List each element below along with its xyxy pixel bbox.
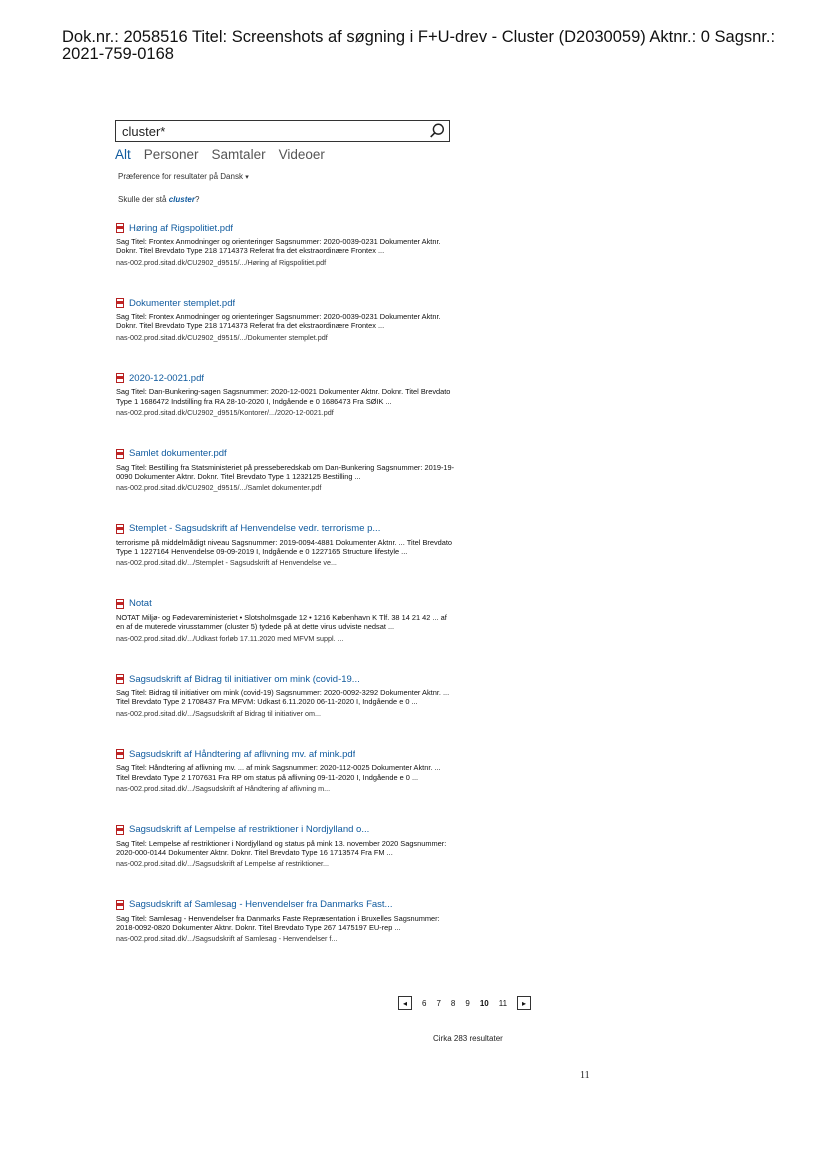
page-link-6[interactable]: 6 bbox=[422, 998, 427, 1008]
result-path: nas-002.prod.sitad.dk/CU2902_d9515/.../Høring af Rigspolitiet.pdf bbox=[116, 257, 327, 267]
page-link-11[interactable]: 11 bbox=[498, 998, 508, 1008]
page-link-8[interactable]: 8 bbox=[450, 998, 456, 1008]
document-header: Dok.nr.: 2058516 Titel: Screenshots af søgning i F+U-drev - Cluster (D2030059) Aktnr.: 0 Sagsnr.: 2021-759-0168 bbox=[62, 28, 776, 63]
result-title-link[interactable]: Høring af Rigspolitiet.pdf bbox=[129, 222, 234, 234]
pdf-file-icon bbox=[116, 749, 124, 759]
result-snippet: NOTAT Miljø- og Fødevareministeriet • Slotsholmsgade 12 • 1216 København K Tlf. 38 14 21 42 ... af en af de muterede virusstammer (cluster 5) tydede på at dette virus udviste nedsat ... bbox=[116, 612, 447, 632]
result-snippet: Sag Titel: Samlesag - Henvendelser fra Danmarks Faste Repræsentation i Bruxelles Sagsnummer: 2018-0092-0820 Dokumenter Aktnr. Doknr. Titel Brevdato Type 267 1475197 EU-rep ... bbox=[116, 913, 440, 932]
next-page-button[interactable]: ▸ bbox=[517, 996, 531, 1010]
result-snippet: Sag Titel: Frontex Anmodninger og orienteringer Sagsnummer: 2020-0039-0231 Dokumenter Aktnr. Doknr. Titel Brevdato Type 218 1714373 Referat fra det ekstraordinære Frontex ... bbox=[116, 237, 441, 256]
result-item bbox=[116, 222, 456, 297]
chevron-down-icon: ▾ bbox=[245, 174, 249, 181]
result-title-row bbox=[116, 372, 456, 384]
search-box[interactable] bbox=[115, 120, 450, 142]
tab-personer[interactable]: Personer bbox=[143, 147, 199, 162]
result-snippet: Sag Titel: Bidrag til initiativer om mink (covid-19) Sagsnummer: 2020-0092-3292 Dokumenter Aktnr. ... Titel Brevdato Type 2 1708437 Fra MFVM: Udkast 6.11.2020 06-11-2020 I, Indgående e 0 ... bbox=[116, 688, 450, 707]
pdf-file-icon bbox=[116, 599, 124, 609]
result-title-link[interactable]: Sagsudskrift af Samlesag - Henvendelser fra Danmarks Fast... bbox=[129, 899, 393, 911]
result-snippet: Sag Titel: Frontex Anmodninger og orienteringer Sagsnummer: 2020-0039-0231 Dokumenter Aktnr. Doknr. Titel Brevdato Type 218 1714373 Referat fra det ekstraordinære Frontex ... bbox=[116, 312, 441, 331]
result-title-row bbox=[116, 297, 456, 309]
preference-label: Præference for resultater på Dansk bbox=[118, 172, 243, 181]
result-item bbox=[116, 372, 456, 447]
result-title-row bbox=[116, 448, 456, 460]
result-item bbox=[116, 899, 456, 974]
page-links bbox=[422, 999, 507, 1008]
result-item bbox=[116, 824, 456, 899]
result-title-link[interactable]: Dokumenter stemplet.pdf bbox=[129, 297, 236, 309]
previous-page-button[interactable]: ◂ bbox=[398, 996, 412, 1010]
pagination bbox=[398, 996, 531, 1010]
result-title-row bbox=[116, 824, 456, 836]
result-count: Cirka 283 resultater bbox=[433, 1034, 503, 1043]
language-preference[interactable] bbox=[118, 172, 249, 181]
result-path: nas-002.prod.sitad.dk/CU2902_d9515/Kontorer/.../2020-12-0021.pdf bbox=[116, 407, 334, 417]
pdf-file-icon bbox=[116, 223, 124, 233]
result-title-row bbox=[116, 598, 456, 610]
result-snippet: terrorisme på middelmådigt niveau Sagsnummer: 2019-0094-4881 Dokumenter Aktnr. ... Titel Brevdato Type 1 1227164 Henvendelse 09-09-2019 I, Indgående e 0 1227165 Structure lifestyle ... bbox=[116, 537, 453, 557]
result-path: nas-002.prod.sitad.dk/CU2902_d9515/.../Dokumenter stemplet.pdf bbox=[116, 332, 328, 342]
pdf-file-icon bbox=[116, 825, 124, 835]
search-area bbox=[115, 120, 450, 162]
result-title-row bbox=[116, 899, 456, 911]
result-snippet: Sag Titel: Lempelse af restriktioner i Nordjylland og status på mink 13. november 2020 Sagsnummer: 2020-000-0144 Dokumenter Aktnr. Doknr. Titel Brevdato Type 16 1713574 Fra FM ... bbox=[116, 838, 447, 857]
result-snippet: Sag Titel: Håndtering af aflivning mv. ... af mink Sagsnummer: 2020-112-0025 Dokumenter Aktnr. ... Titel Brevdato Type 2 1707631 Fra RP om status på aflivning 09-11-2020 I, Indgående e 0 ... bbox=[116, 763, 441, 782]
page-number: 11 bbox=[580, 1070, 590, 1081]
search-icon[interactable] bbox=[428, 122, 446, 140]
pdf-file-icon bbox=[116, 298, 124, 308]
pdf-file-icon bbox=[116, 373, 124, 383]
result-path: nas-002.prod.sitad.dk/CU2902_d9515/.../Samlet dokumenter.pdf bbox=[116, 483, 322, 493]
result-item bbox=[116, 523, 456, 598]
pdf-file-icon bbox=[116, 674, 124, 684]
pdf-file-icon bbox=[116, 900, 124, 910]
search-input[interactable] bbox=[122, 124, 412, 139]
pdf-file-icon bbox=[116, 449, 124, 459]
result-item bbox=[116, 673, 456, 748]
spelling-suggestion bbox=[118, 195, 199, 204]
page-link-7[interactable]: 7 bbox=[436, 998, 441, 1008]
search-tabs bbox=[115, 147, 450, 162]
result-title-link[interactable]: Stemplet - Sagsudskrift af Henvendelse vedr. terrorisme p... bbox=[129, 523, 381, 535]
result-item bbox=[116, 598, 456, 673]
suggestion-prefix: Skulle der stå bbox=[118, 195, 167, 204]
result-path: nas-002.prod.sitad.dk/.../Sagsudskrift af Samlesag - Henvendelser f... bbox=[116, 934, 338, 944]
result-path: nas-002.prod.sitad.dk/.../Udkast forløb 17.11.2020 med MFVM suppl. ... bbox=[116, 633, 344, 643]
result-path: nas-002.prod.sitad.dk/.../Stemplet - Sagsudskrift af Henvendelse ve... bbox=[116, 558, 337, 568]
result-title-link[interactable]: Sagsudskrift af Håndtering af aflivning mv. af mink.pdf bbox=[129, 748, 356, 760]
result-item bbox=[116, 748, 456, 823]
result-path: nas-002.prod.sitad.dk/.../Sagsudskrift af Lempelse af restriktioner... bbox=[116, 859, 329, 869]
result-title-link[interactable]: Sagsudskrift af Lempelse af restriktioner i Nordjylland o... bbox=[129, 824, 370, 835]
result-title-row bbox=[116, 222, 456, 234]
results-list bbox=[116, 222, 456, 974]
result-title-link[interactable]: Notat bbox=[129, 598, 152, 610]
tab-samtaler[interactable]: Samtaler bbox=[211, 147, 266, 162]
suggestion-suffix: ? bbox=[194, 195, 200, 204]
result-title-link[interactable]: Sagsudskrift af Bidrag til initiativer om mink (covid-19... bbox=[129, 673, 360, 685]
tab-videoer[interactable]: Videoer bbox=[278, 147, 325, 162]
result-title-link[interactable]: 2020-12-0021.pdf bbox=[129, 372, 205, 384]
page-link-9[interactable]: 9 bbox=[465, 998, 470, 1008]
page-link-10[interactable]: 10 bbox=[479, 998, 489, 1008]
tab-alt[interactable]: Alt bbox=[115, 147, 131, 162]
result-path: nas-002.prod.sitad.dk/.../Sagsudskrift af Bidrag til initiativer om... bbox=[116, 708, 321, 718]
suggestion-term[interactable]: cluster bbox=[168, 195, 195, 204]
result-snippet: Sag Titel: Dan-Bunkering-sagen Sagsnummer: 2020-12-0021 Dokumenter Aktnr. Doknr. Titel Brevdato Type 1 1686472 Indstilling fra RA 28-10-2020 I, Indgående e 0 1686473 Fra SØIK ... bbox=[116, 387, 451, 406]
result-title-row bbox=[116, 673, 456, 685]
result-item bbox=[116, 448, 456, 523]
result-snippet: Sag Titel: Bestilling fra Statsministeriet på presseberedskab om Dan-Bunkering Sagsnummer: 2019-19-0090 Dokumenter Aktnr. Doknr. Titel Brevdato Type 1 1232125 Bestilling ... bbox=[116, 462, 455, 481]
result-title-row bbox=[116, 748, 456, 760]
result-title-link[interactable]: Samlet dokumenter.pdf bbox=[129, 448, 227, 460]
result-path: nas-002.prod.sitad.dk/.../Sagsudskrift af Håndtering af aflivning m... bbox=[116, 783, 331, 793]
result-item bbox=[116, 297, 456, 372]
result-title-row bbox=[116, 523, 456, 535]
pdf-file-icon bbox=[116, 524, 124, 534]
